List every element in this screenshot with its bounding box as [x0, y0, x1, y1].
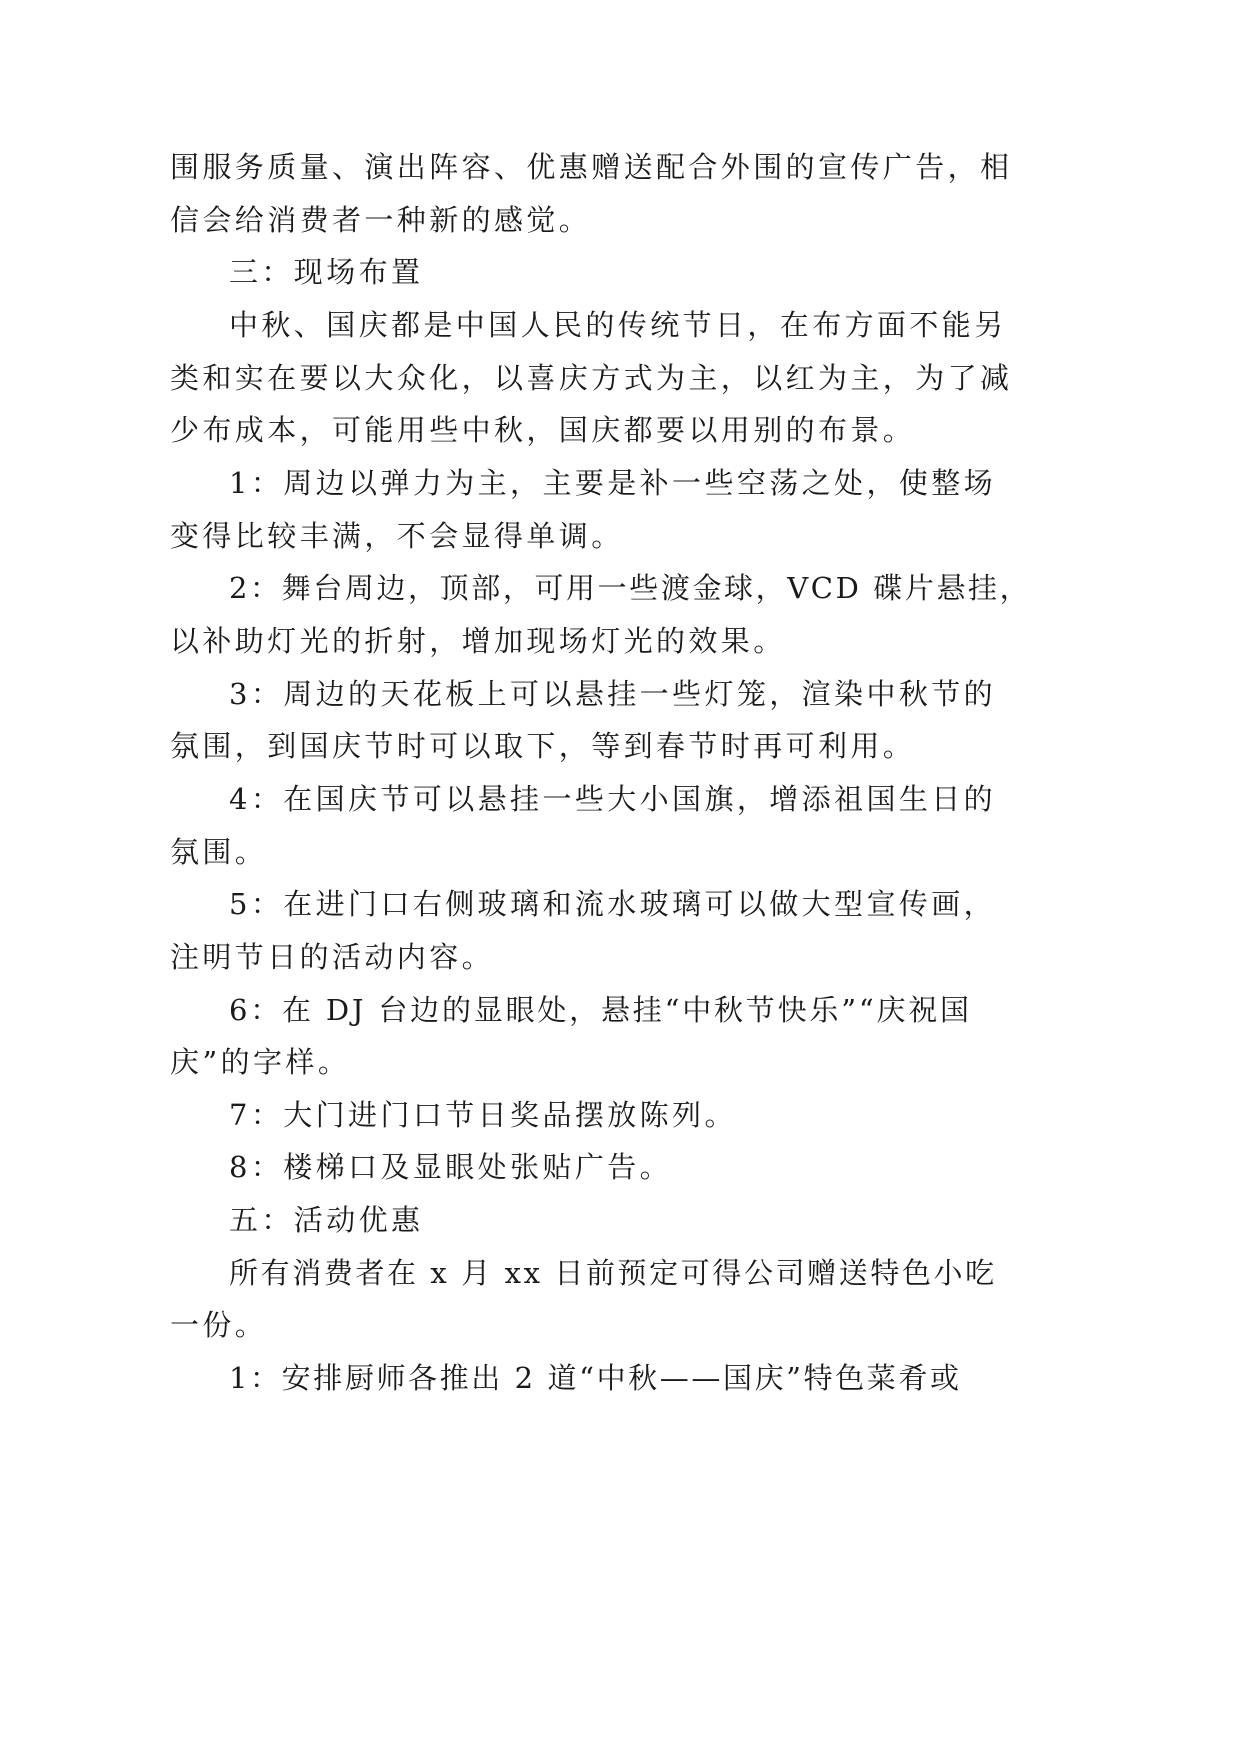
line-text: 7：大门进门口节日奖品摆放陈列。	[229, 1098, 737, 1132]
line-text: 变得比较丰满，不会显得单调。	[170, 519, 624, 553]
line-text: 所有消费者在 x 月 xx 日前预定可得公司赠送特色小吃	[229, 1256, 997, 1290]
line-text: 庆”的字样。	[170, 1045, 351, 1079]
text-line	[0, 349, 1241, 407]
text-line	[0, 401, 1241, 459]
line-text: 三：现场布置	[229, 255, 424, 289]
list-item	[0, 665, 1241, 723]
text-line	[0, 612, 1241, 670]
line-text: 中秋、国庆都是中国人民的传统节日，在布方面不能另	[229, 308, 1007, 342]
line-text: 8：楼梯口及显眼处张贴广告。	[229, 1150, 673, 1184]
section-heading	[0, 243, 1241, 301]
line-text: 2：舞台周边，顶部，可用一些渡金球，VCD 碟片悬挂，	[229, 571, 1032, 605]
list-item	[0, 770, 1241, 828]
line-text: 1：安排厨师各推出 2 道“中秋——国庆”特色菜肴或	[229, 1361, 962, 1395]
list-item	[0, 1349, 1241, 1407]
line-text: 注明节日的活动内容。	[170, 940, 495, 974]
line-text: 以补助灯光的折射，增加现场灯光的效果。	[170, 624, 786, 658]
line-text: 信会给消费者一种新的感觉。	[170, 203, 592, 237]
section-heading	[0, 1191, 1241, 1249]
text-line	[0, 928, 1241, 986]
line-text: 类和实在要以大众化，以喜庆方式为主，以红为主，为了减	[170, 361, 1013, 395]
list-item	[0, 875, 1241, 933]
line-text: 一份。	[170, 1308, 268, 1342]
text-line	[0, 138, 1241, 196]
line-text: 氛围，到国庆节时可以取下，等到春节时再可利用。	[170, 729, 916, 763]
text-line	[0, 507, 1241, 565]
line-text: 少布成本，可能用些中秋，国庆都要以用别的布景。	[170, 413, 916, 447]
line-text: 6：在 DJ 台边的显眼处，悬挂“中秋节快乐”“庆祝国	[229, 993, 972, 1027]
text-line	[0, 717, 1241, 775]
text-line	[0, 1033, 1241, 1091]
text-line	[0, 1244, 1241, 1302]
list-item	[0, 454, 1241, 512]
list-item	[0, 559, 1241, 617]
line-text: 氛围。	[170, 835, 268, 869]
line-text: 4：在国庆节可以悬挂一些大小国旗，增添祖国生日的	[229, 782, 997, 816]
list-item	[0, 981, 1241, 1039]
line-text: 五：活动优惠	[229, 1203, 424, 1237]
text-line	[0, 1296, 1241, 1354]
line-text: 5：在进门口右侧玻璃和流水玻璃可以做大型宣传画，	[229, 887, 997, 921]
text-line	[0, 296, 1241, 354]
line-text: 3：周边的天花板上可以悬挂一些灯笼，渲染中秋节的	[229, 677, 997, 711]
list-item	[0, 1138, 1241, 1196]
line-text: 1：周边以弹力为主，主要是补一些空荡之处，使整场	[229, 466, 997, 500]
text-line	[0, 823, 1241, 881]
list-item	[0, 1086, 1241, 1144]
text-line	[0, 191, 1241, 249]
line-text: 围服务质量、演出阵容、优惠赠送配合外围的宣传广告，相	[170, 150, 1013, 184]
